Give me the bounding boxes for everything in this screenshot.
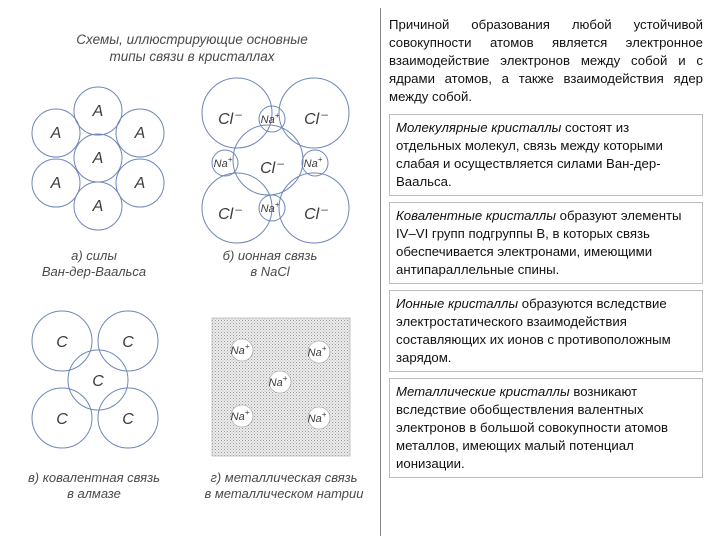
chlorine-label: Cl – [260, 156, 284, 177]
panel-b-caption-line2: в NaCl [250, 264, 290, 279]
sodium-label: Na+ [303, 155, 323, 170]
panel-a-van-der-waals [32, 87, 164, 279]
atom-label: A [134, 175, 146, 192]
panel-c-covalent-diamond [28, 311, 160, 501]
molecular-crystals-text: состоят из отдельных молекул, связь между которыми слабая и осуществляется силами Ван-дер-Ваальса. [396, 120, 663, 189]
sodium-label: Na+ [260, 200, 280, 215]
sodium-label: Na+ [307, 410, 327, 425]
panel-c-caption-line1: в) ковалентная связь [28, 470, 160, 485]
sodium-label: Na+ [268, 374, 288, 389]
molecular-crystals-paragraph [396, 119, 696, 191]
metallic-crystals-block [389, 378, 703, 478]
ionic-crystals-paragraph [396, 295, 696, 367]
sodium-label: Na+ [213, 155, 233, 170]
atom-label: C [56, 411, 68, 428]
atom-label: C [56, 334, 68, 351]
atom-label: A [92, 150, 104, 167]
atom-label: A [92, 198, 104, 215]
metallic-crystals-text: возникают вследствие обобществления валентных электронов в большой совокупности атомов металлов, имеющих малый потенциал ионизации. [396, 384, 669, 471]
sodium-label: Na+ [230, 408, 250, 423]
atom-label: A [92, 103, 104, 120]
atom-label: A [50, 175, 62, 192]
covalent-crystals-term: Ковалентные кристаллы [396, 208, 556, 223]
sodium-label: Na+ [307, 344, 327, 359]
panel-c-caption-line2: в алмазе [67, 486, 121, 501]
ionic-crystals-block [389, 290, 703, 372]
text-panel [389, 8, 703, 478]
atom-label: A [50, 125, 62, 142]
chlorine-label: Cl – [218, 107, 242, 128]
panel-a-caption-line1: а) силы [71, 248, 117, 263]
intro-paragraph: Причиной образования любой устойчивой совокупности атомов является электронное взаимодействие электронов между собой и с ядрами атомов, а также взаимодействия ядер между собой. [389, 17, 703, 104]
atom-label: C [122, 334, 134, 351]
panel-d-metallic-sodium [204, 318, 363, 501]
atom-label: C [122, 411, 134, 428]
crystal-bond-diagrams [2, 8, 380, 536]
figure-panel [2, 8, 381, 536]
covalent-crystals-paragraph [396, 207, 696, 279]
molecular-crystals-block [389, 114, 703, 196]
metallic-crystals-paragraph [396, 383, 696, 473]
chlorine-label: Cl – [304, 107, 328, 128]
atom-label: A [134, 125, 146, 142]
ionic-crystals-term: Ионные кристаллы [396, 296, 519, 311]
chlorine-label: Cl – [304, 202, 328, 223]
metallic-crystals-term: Металлические кристаллы [396, 384, 570, 399]
panel-b-caption-line1: б) ионная связь [222, 248, 318, 263]
ionic-crystals-text: образуются вследствие электростатического взаимодействия составляющих их ионов с противоположным зарядом. [396, 296, 671, 365]
panel-a-caption-line2: Ван-дер-Ваальса [41, 264, 147, 279]
figure-title-line1: Схемы, иллюстрирующие основные [76, 32, 308, 47]
molecular-crystals-term: Молекулярные кристаллы [396, 120, 566, 135]
atom-label: C [92, 373, 104, 390]
panel-d-caption-line2: в металлическом натрии [204, 486, 364, 501]
covalent-crystals-text: образуют элементы IV–VI групп подгруппы В, в которых связь обеспечивается электронами, имеющими антипараллельные спины. [396, 208, 682, 277]
panel-d-caption-line1: г) металлическая связь [210, 470, 358, 485]
covalent-crystals-block [389, 202, 703, 284]
chlorine-label: Cl – [218, 202, 242, 223]
panel-b-ionic-nacl [202, 78, 349, 279]
sodium-label: Na+ [260, 111, 280, 126]
sodium-label: Na+ [230, 342, 250, 357]
figure-title-line2: типы связи в кристаллах [109, 49, 275, 64]
